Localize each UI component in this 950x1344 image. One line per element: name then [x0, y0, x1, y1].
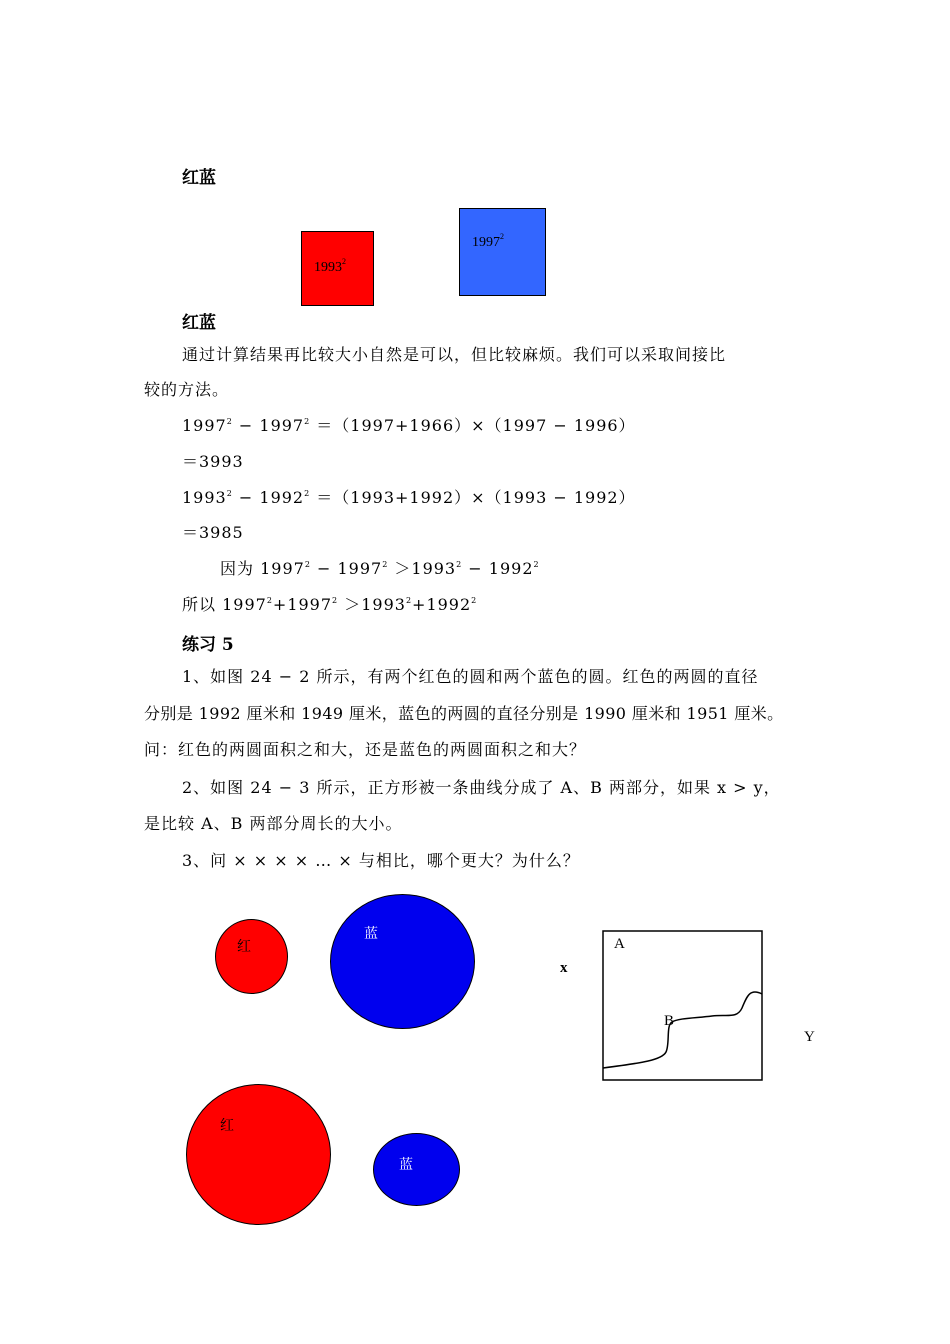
curve-square-figure [602, 930, 763, 1082]
intro-line-2: 较的方法。 [144, 380, 230, 399]
q3-line-1: 3、问 × × × × … × 与相比，哪个更大？为什么？ [182, 851, 580, 870]
label-y: Y [804, 1029, 815, 1045]
q1-line-2: 分别是 1992 厘米和 1949 厘米，蓝色的两圆的直径分别是 1990 厘米和 1951 厘米。 [144, 704, 784, 723]
therefore-line: 所以 $1997^2+1997^2 >1993^2+1992^2$ [182, 595, 478, 614]
blue-circle-big-label: 蓝 [364, 926, 378, 942]
red-circle-small-label: 红 [237, 939, 251, 955]
blue-circle-small-label: 蓝 [399, 1157, 413, 1173]
calc-line-1: $1997^2 - 1997^2 =(1997+1966)\times(1997 - 1996)$ [182, 416, 636, 435]
q2-line-2: 是比较 A、B 两部分周长的大小。 [144, 814, 403, 833]
red-square [301, 231, 374, 306]
red-circle-small [215, 919, 288, 994]
because-line: 因为 $1997^2 - 1997^2 >1993^2 - 1992^2$ [220, 559, 540, 578]
label-x: x [560, 960, 568, 976]
blue-square-label: 1997$^2$ [472, 232, 504, 250]
blue-circle-big [330, 894, 475, 1029]
q1-line-1: 1、如图 24 − 2 所示，有两个红色的圆和两个蓝色的圆。红色的两圆的直径 [182, 667, 759, 686]
red-square-label: 1993$^2$ [314, 257, 346, 275]
calc-line-3: $1993^2 - 1992^2 =(1993+1992)\times(1993 - 1992)$ [182, 488, 636, 507]
q1-line-3: 问：红色的两圆面积之和大，还是蓝色的两圆面积之和大？ [144, 740, 587, 759]
intro-line-1: 通过计算结果再比较大小自然是可以，但比较麻烦。我们可以采取间接比 [182, 345, 727, 364]
heading-red-blue-1: 红蓝 [182, 168, 216, 188]
blue-square [459, 208, 546, 296]
label-a: A [614, 936, 625, 952]
q2-line-1: 2、如图 24 − 3 所示，正方形被一条曲线分成了 A、B 两部分，如果 x > y， [182, 778, 781, 797]
label-b: B [664, 1013, 675, 1029]
red-circle-big-label: 红 [220, 1118, 234, 1134]
heading-red-blue-2: 红蓝 [182, 313, 216, 333]
blue-circle-small [373, 1133, 460, 1206]
exercise-title: 练习 5 [182, 635, 234, 655]
red-circle-big [186, 1084, 331, 1225]
calc-line-2: ＝3993 [182, 452, 244, 471]
calc-line-4: ＝3985 [182, 523, 244, 542]
square-outline [603, 931, 762, 1080]
